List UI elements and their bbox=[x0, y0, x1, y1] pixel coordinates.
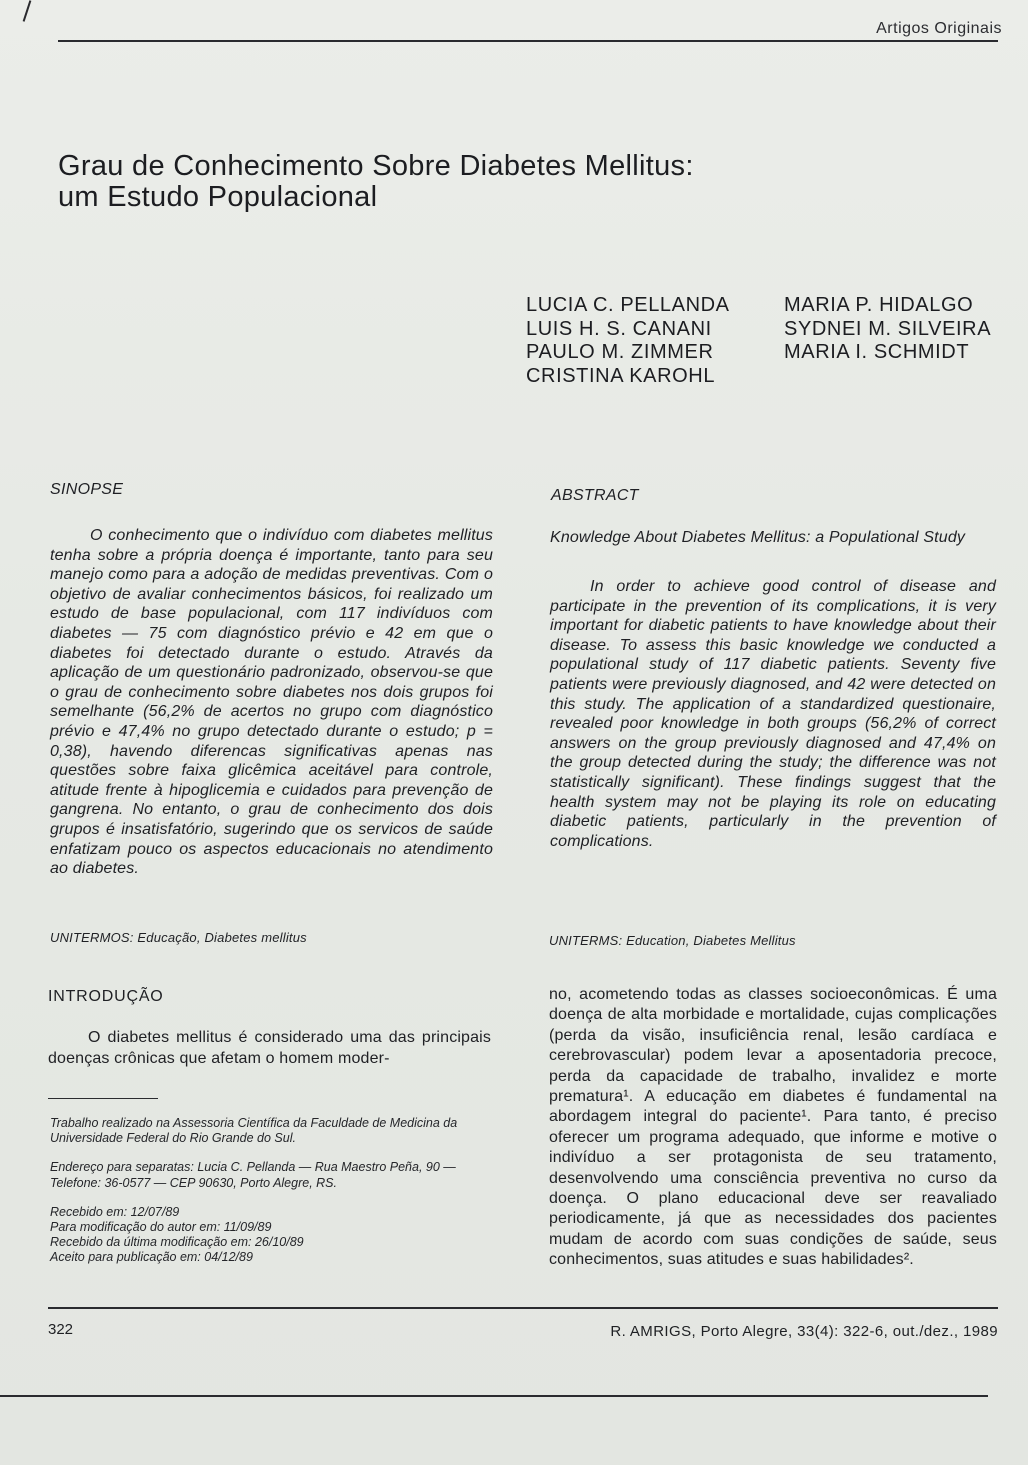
title-line-2: um Estudo Populacional bbox=[58, 181, 378, 214]
introducao-heading: INTRODUÇÃO bbox=[48, 988, 164, 1005]
author-name: LUIS H. S. CANANI bbox=[526, 317, 712, 340]
abstract-paragraph: In order to achieve good control of disease and participate in the prevention of its complications, it is very important for diabetic patients to have knowledge about their disease. To assess this basic knowledge we conducted a populational study of 117 diabetic patients. Seventy five patients were previously diagnosed, and 42 were detected on this study. The application of a standardized questionaire, revealed poor knowledge in both groups (56,2% of correct answers on the group previously diagnosed and 47,4% on the group detected during the study; the difference was not statistically significant). These findings suggest that the health system may not be playing its role on educating diabetic patients, particularly in the prevention of complications. bbox=[550, 578, 996, 850]
sinopse-keywords: UNITERMOS: Educação, Diabetes mellitus bbox=[50, 930, 307, 945]
abstract-heading: ABSTRACT bbox=[551, 487, 639, 504]
author-name: PAULO M. ZIMMER bbox=[526, 341, 714, 363]
page-number: 322 bbox=[48, 1321, 74, 1338]
footnote-rule bbox=[48, 1098, 158, 1099]
date-modification-request: Para modificação do autor em: 11/09/89 bbox=[50, 1220, 272, 1235]
abstract-subtitle bbox=[550, 528, 996, 548]
sinopse-heading: SINOPSE bbox=[50, 481, 124, 498]
footnote-dates bbox=[50, 1205, 495, 1266]
introducao-paragraph-continued: no, acometendo todas as classes socioeconômicas. É uma doença de alta morbidade e mortalidade, cujas complicações (perda da visão, insuficiência renal, lesão cardíaca e cerebrovascular) podem levar a aposentadoria precoce, perda da capacidade de trabalho, invalidez e morte prematura¹. A educação em diabetes é fundamental na abordagem integral do paciente¹. Para tanto, é preciso oferecer um programa adequado, que informe e motive o indivíduo a ser protagonista de seu tratamento, desenvolvendo uma consciência preventiva no curso da doença. O plano educacional deve ser reavaliado periodicamente, já que as necessidades dos pacientes mudam de acordo com suas condições de saúde, seus conhecimentos, suas atitudes e suas habilidades². bbox=[549, 986, 997, 1269]
abstract-keywords: UNITERMS: Education, Diabetes Mellitus bbox=[549, 933, 796, 948]
article-title bbox=[58, 151, 958, 213]
author-name: SYDNEI M. SILVEIRA bbox=[784, 317, 992, 340]
date-received: Recebido em: 12/07/89 bbox=[50, 1204, 180, 1219]
author-name: MARIA P. HIDALGO bbox=[784, 294, 974, 316]
date-accepted: Aceito para publicação em: 04/12/89 bbox=[50, 1250, 253, 1265]
introducao-text-left bbox=[48, 1027, 491, 1069]
date-last-modification: Recebido da última modificação em: 26/10/89 bbox=[50, 1235, 304, 1250]
abstract-text bbox=[550, 577, 996, 851]
authors-right-column bbox=[784, 294, 991, 365]
introducao-text-right bbox=[549, 985, 997, 1271]
footnotes bbox=[50, 1116, 495, 1266]
header-rule bbox=[58, 40, 998, 42]
sinopse-paragraph: O conhecimento que o indivíduo com diabetes mellitus tenha sobre a própria doença é importante, tanto para seu manejo como para a adoção de medidas preventivas. Com o objetivo de avaliar conhecimentos básicos, foi realizado um estudo de base populacional, com 117 indivíduos com diabetes — 75 com diagnóstico prévio e 42 em que o diabetes foi detectado durante o estudo. Através da aplicação de um questionário padronizado, observou-se que o grau de conhecimento sobre diabetes nos dois grupos foi semelhante (56,2% de acertos no grupo com diagnóstico prévio e 47,4% no grupo detectado durante o estudo; p = 0,38), havendo diferencas significativas apenas nas questões sobre faixa glicêmica aceitável para controle, atitude frente à hipoglicemia e cuidados para prevenção de gangrena. No entanto, o grau de conhecimento dos dois grupos é insatisfatório, sugerindo que os servicos de saúde enfatizam pouco os aspectos educacionais no atendimento ao diabetes. bbox=[50, 527, 493, 878]
sinopse-text bbox=[50, 526, 493, 879]
footer-rule bbox=[48, 1307, 998, 1309]
author-name: LUCIA C. PELLANDA bbox=[526, 294, 730, 316]
authors-left-column bbox=[526, 294, 730, 388]
footnote-institution: Trabalho realizado na Assessoria Científica da Faculdade de Medicina da Universidade Federal do Rio Grande do Sul. bbox=[50, 1116, 458, 1146]
author-name: CRISTINA KAROHL bbox=[526, 364, 716, 387]
title-line-1: Grau de Conhecimento Sobre Diabetes Mellitus: bbox=[58, 150, 694, 183]
introducao-paragraph-start: O diabetes mellitus é considerado uma das principais doenças crônicas que afetam o homem moder- bbox=[48, 1029, 491, 1067]
footnote-address: Endereço para separatas: Lucia C. Pellanda — Rua Maestro Peña, 90 — Telefone: 36-0577 — CEP 90630, Porto Alegre, RS. bbox=[50, 1160, 456, 1190]
journal-reference: R. AMRIGS, Porto Alegre, 33(4): 322-6, out./dez., 1989 bbox=[610, 1323, 998, 1340]
author-name: MARIA I. SCHMIDT bbox=[784, 341, 970, 363]
section-label: Artigos Originais bbox=[876, 20, 1002, 37]
abstract-subtitle-text: Knowledge About Diabetes Mellitus: a Populational Study bbox=[550, 529, 966, 546]
page-bottom-rule bbox=[0, 1395, 988, 1397]
